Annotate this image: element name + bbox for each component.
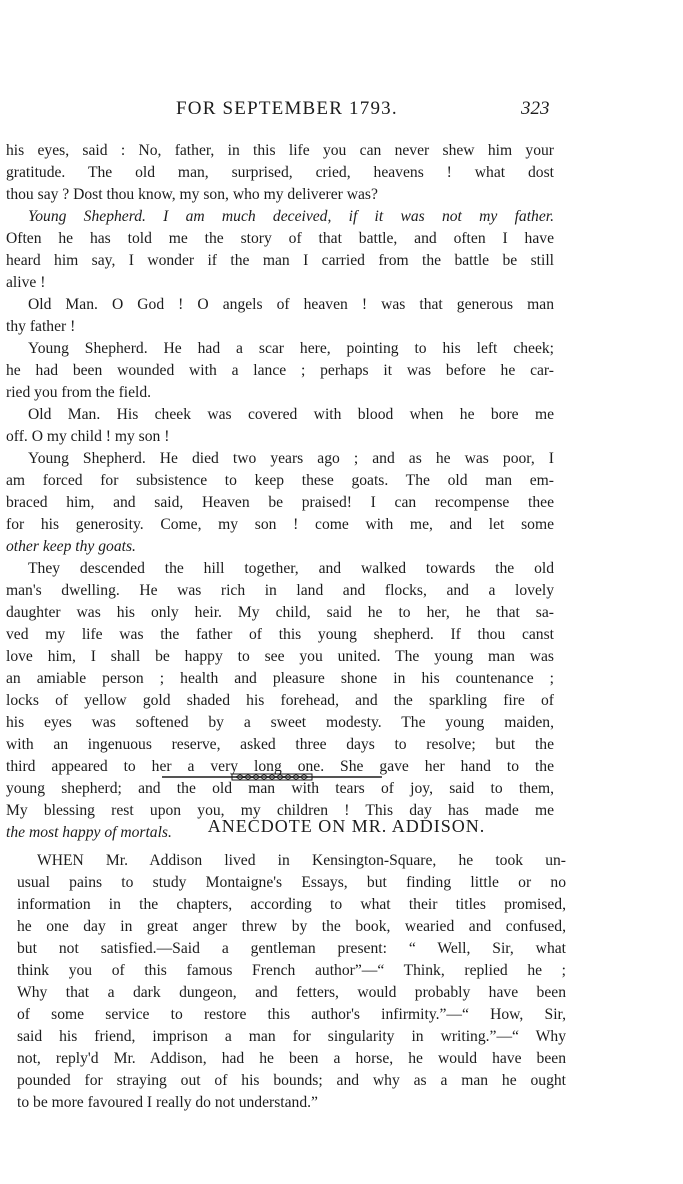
text-line: off. O my child ! my son ! xyxy=(6,428,170,445)
text-line: young shepherd; and the old man with tears of joy, said to them, xyxy=(6,780,554,797)
text-line: Young Shepherd. I am much deceived, if it was not my father. xyxy=(28,208,554,225)
text-line: but not satisfied.—Said a gentleman present: “ Well, Sir, what xyxy=(17,940,566,957)
text-line: his eyes was softened by a sweet modesty. The young maiden, xyxy=(6,714,554,731)
text-line: Why that a dark dungeon, and fetters, would probably have been xyxy=(17,984,566,1001)
text-line: an amiable person ; health and pleasure shone in his countenance ; xyxy=(6,670,554,687)
text-line: third appeared to her a very long one. She gave her hand to the xyxy=(6,758,554,775)
text-line: heard him say, I wonder if the man I carried from the battle be still xyxy=(6,252,554,269)
text-line: ried you from the field. xyxy=(6,384,152,401)
text-line: Old Man. O God ! O angels of heaven ! was that generous man xyxy=(28,296,554,313)
text-line: Young Shepherd. He had a scar here, pointing to his left cheek; xyxy=(28,340,554,357)
text-line: think you of this famous French author”—“ Think, replied he ; xyxy=(17,962,566,979)
text-line: said his friend, imprison a man for singularity in writing.”—“ Why xyxy=(17,1028,566,1045)
text-line: WHEN Mr. Addison lived in Kensington-Square, he took un- xyxy=(37,852,566,869)
text-line: daughter was his only heir. My child, said he to her, he that sa- xyxy=(6,604,554,621)
text-line: to be more favoured I really do not understand.” xyxy=(17,1094,318,1111)
text-line: They descended the hill together, and walked towards the old xyxy=(28,560,554,577)
running-head xyxy=(0,98,683,128)
text-line: he had been wounded with a lance ; perhaps it was before he car- xyxy=(6,362,554,379)
text-line: am forced for subsistence to keep these goats. The old man em- xyxy=(6,472,554,489)
text-line: Often he has told me the story of that battle, and often I have xyxy=(6,230,554,247)
text-line: thy father ! xyxy=(6,318,76,335)
text-line: braced him, and said, Heaven be praised! I can recompense thee xyxy=(6,494,554,511)
text-line: Old Man. His cheek was covered with blood when he bore me xyxy=(28,406,554,423)
page-number: 323 xyxy=(521,98,550,119)
ornamental-rule xyxy=(162,772,382,782)
text-line: locks of yellow gold shaded his forehead, and the sparkling fire of xyxy=(6,692,554,709)
section-heading: ANECDOTE ON MR. ADDISON. xyxy=(207,816,486,836)
running-title: FOR SEPTEMBER 1793. xyxy=(176,98,398,119)
text-line: not, reply'd Mr. Addison, had he been a horse, he would have been xyxy=(17,1050,566,1067)
text-line: thou say ? Dost thou know, my son, who my deliverer was? xyxy=(6,186,378,203)
text-line: other keep thy goats. xyxy=(6,538,136,555)
text-line: love him, I shall be happy to see you united. The young man was xyxy=(6,648,554,665)
text-line: alive ! xyxy=(6,274,46,291)
text-line: pounded for straying out of his bounds; and why as a man he ought xyxy=(17,1072,566,1089)
text-line: Young Shepherd. He died two years ago ; and as he was poor, I xyxy=(28,450,554,467)
text-line: he one day in great anger threw by the book, wearied and confused, xyxy=(17,918,566,935)
text-line: the most happy of mortals. xyxy=(6,824,172,841)
text-line: information in the chapters, according to what their titles promised, xyxy=(17,896,566,913)
text-line: man's dwelling. He was rich in land and flocks, and a lovely xyxy=(6,582,554,599)
text-line: My blessing rest upon you, my children ! This day has made me xyxy=(6,802,554,819)
text-line: for his generosity. Come, my son ! come with me, and let some xyxy=(6,516,554,533)
text-line: usual pains to study Montaigne's Essays, but finding little or no xyxy=(17,874,566,891)
text-line: his eyes, said : No, father, in this life you can never shew him your xyxy=(6,142,554,159)
text-line: with an ingenuous reserve, asked three days to resolve; but the xyxy=(6,736,554,753)
text-line: of some service to restore this author's infirmity.”—“ How, Sir, xyxy=(17,1006,566,1023)
text-line: gratitude. The old man, surprised, cried, heavens ! what dost xyxy=(6,164,554,181)
text-line: ved my life was the father of this young shepherd. If thou canst xyxy=(6,626,554,643)
